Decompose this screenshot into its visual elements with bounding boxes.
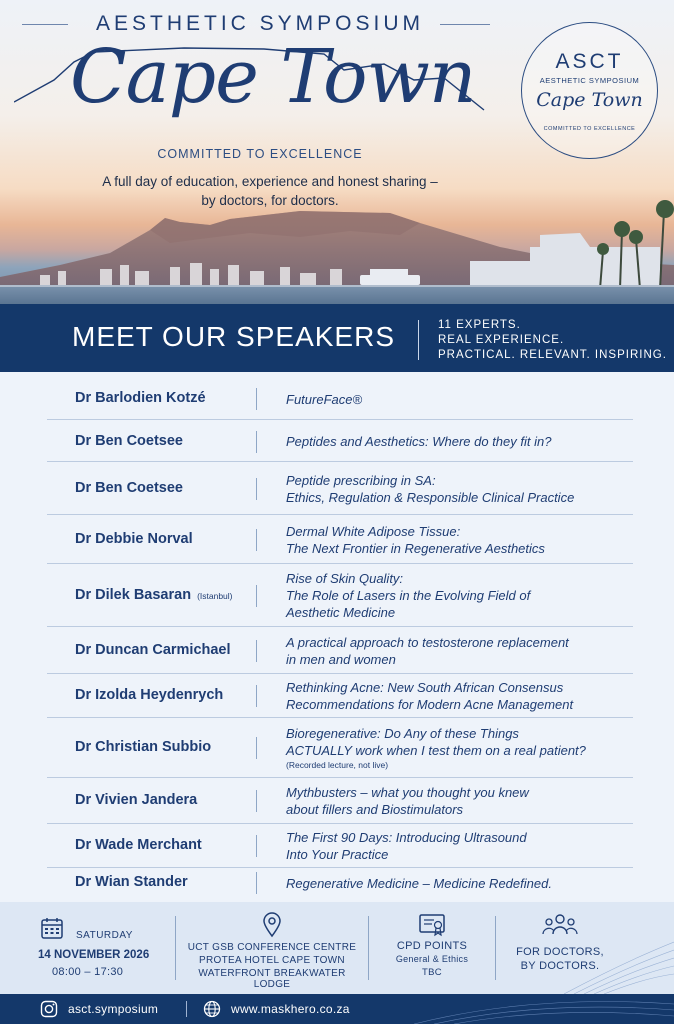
decorative-wave-lines [564, 902, 674, 994]
talk-title-line: Peptide prescribing in SA: [286, 473, 436, 488]
banner-title: MEET OUR SPEAKERS [72, 321, 396, 352]
talk-title-line: FutureFace® [286, 392, 363, 407]
talk-note: (Recorded lecture, not live) [286, 760, 389, 770]
speaker-name [75, 739, 211, 755]
badge-acronym: ASCT [555, 50, 624, 73]
talk-title-line: about fillers and Biostimulators [286, 802, 464, 817]
speaker-name [75, 642, 231, 658]
speaker-name-text: Dr Ben Coetsee [75, 480, 183, 496]
speaker-name-text: Dr Barlodien Kotzé [75, 390, 206, 406]
speaker-row [47, 868, 633, 898]
subtitle-line-2: by doctors, for doctors. [201, 193, 339, 208]
audience-line-2: BY DOCTORS. [520, 960, 600, 972]
talk-title-line: in men and women [286, 652, 396, 667]
instagram-icon [40, 1000, 58, 1018]
speaker-row [47, 515, 633, 564]
talk-title-line: Bioregenerative: Do Any of these Things [286, 726, 519, 741]
venue-line-3: WATERFRONT BREAKWATER LODGE [198, 968, 346, 990]
event-info-bar [0, 902, 674, 994]
venue-line-2: PROTEA HOTEL CAPE TOWN [199, 955, 345, 966]
banner-line-1: 11 EXPERTS. [438, 319, 521, 331]
talk-title-line: A practical approach to testosterone replacement [286, 635, 569, 650]
speaker-origin: (Istanbul) [197, 591, 233, 601]
speaker-row [47, 378, 633, 420]
banner-divider [418, 320, 419, 360]
event-date: 14 NOVEMBER 2026 [38, 949, 150, 961]
column-divider [256, 529, 257, 551]
event-tagline: COMMITTED TO EXCELLENCE [157, 147, 363, 161]
banner-line-3: PRACTICAL. RELEVANT. INSPIRING. [438, 349, 667, 361]
talk-title [286, 829, 527, 863]
column-divider [256, 478, 257, 500]
speakers-banner [0, 304, 674, 372]
subtitle-line-1: A full day of education, experience and honest sharing – [102, 174, 438, 189]
event-time: 08:00 – 17:30 [52, 966, 124, 978]
column-divider [256, 872, 257, 894]
speaker-name-text: Dr Izolda Heydenrych [75, 687, 224, 703]
cape-town-skyline-image [0, 195, 674, 304]
badge-name: AESTHETIC SYMPOSIUM [539, 76, 640, 85]
talk-title-line: Regenerative Medicine – Medicine Redefined. [286, 876, 552, 891]
globe-icon [203, 1000, 221, 1018]
talk-title [286, 433, 551, 450]
footer-bar [0, 994, 674, 1024]
cpd-title: CPD POINTS [396, 940, 468, 952]
badge-script: Cape Town [536, 89, 643, 111]
talk-title-line: The Role of Lasers in the Evolving Field of [286, 588, 531, 603]
column-divider [256, 737, 257, 759]
column-divider [256, 431, 257, 453]
banner-line-2: REAL EXPERIENCE. [438, 334, 565, 346]
talk-title-line: Recommendations for Modern Acne Management [286, 697, 574, 712]
talk-title-line: ACTUALLY work when I test them on a real patient? [286, 743, 586, 758]
column-divider [256, 585, 257, 607]
speaker-name-text: Dr Vivien Jandera [75, 792, 198, 808]
talk-title-line: Into Your Practice [286, 847, 389, 862]
badge-tagline: COMMITTED TO EXCELLENCE [543, 126, 636, 132]
talk-title [286, 875, 552, 892]
talk-title-line: Rise of Skin Quality: [286, 571, 404, 586]
talk-title-line: Ethics, Regulation & Responsible Clinical Practice [286, 490, 575, 505]
cape-town-script-title: Cape Town [70, 34, 476, 120]
speaker-name [75, 792, 197, 808]
talk-title-line: The Next Frontier in Regenerative Aesthetics [286, 541, 545, 556]
asct-logo-badge [521, 22, 658, 159]
info-divider [368, 916, 369, 980]
certificate-icon [418, 912, 446, 938]
speaker-name-text: Dr Wian Stander [75, 874, 188, 890]
info-divider [175, 916, 176, 980]
speaker-row [47, 718, 633, 778]
column-divider [256, 685, 257, 707]
speaker-name [75, 390, 206, 406]
speaker-name [75, 874, 188, 890]
venue-block [182, 912, 362, 990]
speaker-name [75, 687, 223, 703]
speaker-row [47, 462, 633, 515]
talk-title [286, 634, 569, 668]
talk-title-line: The First 90 Days: Introducing Ultrasound [286, 830, 527, 845]
cpd-status: TBC [422, 967, 442, 978]
audience-line-1: FOR DOCTORS, [516, 946, 604, 958]
event-title-row [0, 12, 520, 36]
talk-title-line: Aesthetic Medicine [286, 605, 396, 620]
talk-title [286, 570, 530, 621]
talk-title [286, 679, 573, 713]
banner-slogan [438, 318, 667, 363]
venue-line-1: UCT GSB CONFERENCE CENTRE [187, 942, 357, 953]
talk-title [286, 523, 545, 557]
info-divider [495, 916, 496, 980]
speaker-row [47, 421, 633, 462]
speaker-row [47, 824, 633, 868]
speaker-name [75, 531, 193, 547]
talk-title-line: Mythbusters – what you thought you knew [286, 785, 529, 800]
event-title: AESTHETIC SYMPOSIUM [95, 12, 425, 35]
speaker-row [47, 778, 633, 824]
speaker-row [47, 627, 633, 674]
cpd-detail: General & Ethics [395, 954, 469, 964]
talk-title-line: Dermal White Adipose Tissue: [286, 524, 461, 539]
speaker-name [75, 480, 183, 496]
speaker-name-text: Dr Wade Merchant [75, 837, 202, 853]
speaker-row [47, 564, 633, 627]
footer-divider [186, 1001, 187, 1017]
speaker-name-text: Dr Ben Coetsee [75, 433, 183, 449]
cpd-block [375, 912, 489, 984]
speaker-name-text: Dr Debbie Norval [75, 531, 193, 547]
speaker-name [75, 587, 233, 603]
event-day: SATURDAY [76, 930, 133, 941]
decorative-wave-lines [414, 994, 674, 1024]
column-divider [256, 790, 257, 812]
speaker-name [75, 433, 183, 449]
speaker-name-text: Dr Dilek Basaran [75, 587, 192, 603]
talk-title [286, 472, 574, 506]
website-link[interactable]: www.maskhero.co.za [231, 1002, 350, 1016]
speaker-row [47, 674, 633, 718]
speaker-name-text: Dr Duncan Carmichael [75, 642, 231, 658]
speaker-name-text: Dr Christian Subbio [75, 739, 212, 755]
instagram-handle-link[interactable]: asct.symposium [68, 1002, 159, 1016]
column-divider [256, 640, 257, 662]
talk-title-line: Rethinking Acne: New South African Consensus [286, 680, 564, 695]
talk-title [286, 391, 362, 408]
calendar-icon [40, 916, 64, 940]
location-pin-icon [262, 912, 282, 938]
date-block [30, 912, 170, 984]
hero-section [0, 0, 674, 304]
column-divider [256, 388, 257, 410]
talk-title [286, 725, 586, 771]
talk-title-line: Peptides and Aesthetics: Where do they fit in? [286, 434, 552, 449]
speaker-name [75, 837, 202, 853]
column-divider [256, 835, 257, 857]
talk-title [286, 784, 529, 818]
